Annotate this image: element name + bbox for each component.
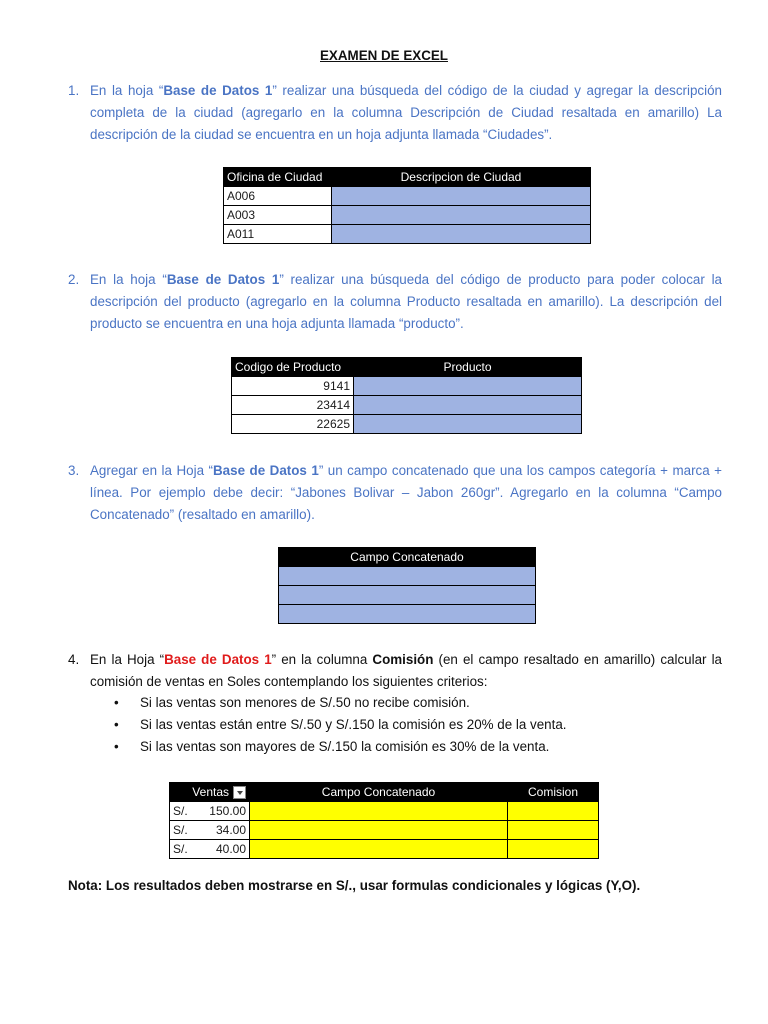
q2-cell-producto[interactable] — [354, 377, 582, 396]
criteria-text: Si las ventas están entre S/.50 y S/.150 la comisión es 20% de la venta. — [140, 717, 567, 732]
question-2-number: 2. — [68, 272, 80, 287]
q4-cell-concatenado[interactable] — [250, 840, 508, 859]
question-3 — [68, 460, 722, 526]
ventas-value: 34.00 — [215, 823, 246, 837]
q2-table — [231, 357, 582, 434]
question-2-pre: En la hoja “ — [90, 272, 167, 287]
question-4-mid: ” en la columna — [271, 652, 373, 667]
question-2-sheet: Base de Datos 1 — [166, 272, 280, 287]
q4-header-comision: Comision — [508, 783, 599, 802]
question-1-sheet: Base de Datos 1 — [163, 83, 273, 98]
criteria-text: Si las ventas son menores de S/.50 no recibe comisión. — [140, 695, 470, 710]
question-2 — [68, 269, 722, 335]
q4-cell-ventas[interactable] — [170, 821, 250, 840]
q4-cell-comision[interactable] — [508, 840, 599, 859]
page-title: EXAMEN DE EXCEL — [320, 48, 448, 63]
question-1 — [68, 80, 722, 146]
question-4-sheet: Base de Datos 1 — [164, 652, 272, 667]
bullet-icon: • — [114, 739, 119, 754]
question-4-text: (en el campo resaltado en amarillo) calcular la comisión de ventas en Soles contemplando los siguientes criterios: — [90, 652, 722, 689]
q4-header-ventas — [170, 783, 250, 802]
q3-cell-concatenado[interactable] — [279, 586, 536, 605]
q4-cell-comision[interactable] — [508, 821, 599, 840]
criteria-list — [112, 692, 722, 758]
q3-cell-concatenado[interactable] — [279, 567, 536, 586]
q1-cell-desc[interactable] — [332, 187, 591, 206]
q2-header-codigo: Codigo de Producto — [232, 358, 354, 377]
q1-cell-code[interactable]: A006 — [224, 187, 332, 206]
question-1-number: 1. — [68, 83, 80, 98]
filter-dropdown-icon[interactable] — [233, 786, 246, 799]
q1-table — [223, 167, 591, 244]
criteria-text: Si las ventas son mayores de S/.150 la comisión es 30% de la venta. — [140, 739, 550, 754]
q3-cell-concatenado[interactable] — [279, 605, 536, 624]
question-4 — [68, 649, 722, 693]
criteria-item — [112, 714, 722, 736]
bullet-icon: • — [114, 695, 119, 710]
criteria-item — [112, 692, 722, 714]
question-3-pre: Agregar en la Hoja “ — [90, 463, 213, 478]
q2-cell-producto[interactable] — [354, 396, 582, 415]
q2-cell-code[interactable]: 22625 — [232, 415, 354, 434]
currency-symbol: S/. — [173, 823, 188, 837]
bullet-icon: • — [114, 717, 119, 732]
ventas-value: 40.00 — [215, 842, 246, 856]
question-1-text: ” realizar una búsqueda del código de la ciudad y agregar la descripción completa de la ciudad (agregarlo en la columna Descripción de Ciudad resaltada en amarillo) La descripción de la ciudad se encuentra en un hoja adjunta llamada “Ciudades”. — [90, 83, 722, 142]
question-3-text: ” un campo concatenado que una los campos categoría + marca + línea. Por ejemplo debe decir: “Jabones Bolivar – Jabon 260gr”. Agregarlo en la columna “Campo Concatenado” (resaltado en amarillo). — [90, 463, 722, 522]
q1-cell-desc[interactable] — [332, 225, 591, 244]
q1-header-oficina: Oficina de Ciudad — [224, 168, 332, 187]
q1-header-descripcion: Descripcion de Ciudad — [332, 168, 591, 187]
q2-cell-code[interactable]: 23414 — [232, 396, 354, 415]
q4-table — [169, 782, 599, 859]
note-text: Nota: Los resultados deben mostrarse en S/., usar formulas condicionales y lógicas (Y,O). — [68, 878, 641, 893]
question-4-number: 4. — [68, 652, 80, 667]
question-4-pre: En la Hoja “ — [90, 652, 165, 667]
q2-cell-producto[interactable] — [354, 415, 582, 434]
q3-header-concatenado: Campo Concatenado — [279, 548, 536, 567]
q4-cell-comision[interactable] — [508, 802, 599, 821]
q4-header-ventas-label: Ventas — [192, 784, 229, 799]
q4-cell-ventas[interactable] — [170, 840, 250, 859]
q4-header-concatenado: Campo Concatenado — [250, 783, 508, 802]
q2-cell-code[interactable]: 9141 — [232, 377, 354, 396]
question-4-column: Comisión — [372, 652, 434, 667]
q4-cell-ventas[interactable] — [170, 802, 250, 821]
q2-header-producto: Producto — [354, 358, 582, 377]
question-1-pre: En la hoja “ — [90, 83, 164, 98]
currency-symbol: S/. — [173, 842, 188, 856]
q3-table — [278, 547, 536, 624]
q4-cell-concatenado[interactable] — [250, 802, 508, 821]
question-3-sheet: Base de Datos 1 — [213, 463, 319, 478]
ventas-value: 150.00 — [209, 804, 246, 818]
q1-cell-desc[interactable] — [332, 206, 591, 225]
currency-symbol: S/. — [173, 804, 188, 818]
question-3-number: 3. — [68, 463, 80, 478]
q4-cell-concatenado[interactable] — [250, 821, 508, 840]
question-2-text: ” realizar una búsqueda del código de producto para poder colocar la descripción del producto (agregarlo en la columna Producto resaltada en amarillo). La descripción del producto se encuentra en una hoja adjunta llamada “producto”. — [90, 272, 722, 331]
q1-cell-code[interactable]: A011 — [224, 225, 332, 244]
q1-cell-code[interactable]: A003 — [224, 206, 332, 225]
criteria-item — [112, 736, 722, 758]
